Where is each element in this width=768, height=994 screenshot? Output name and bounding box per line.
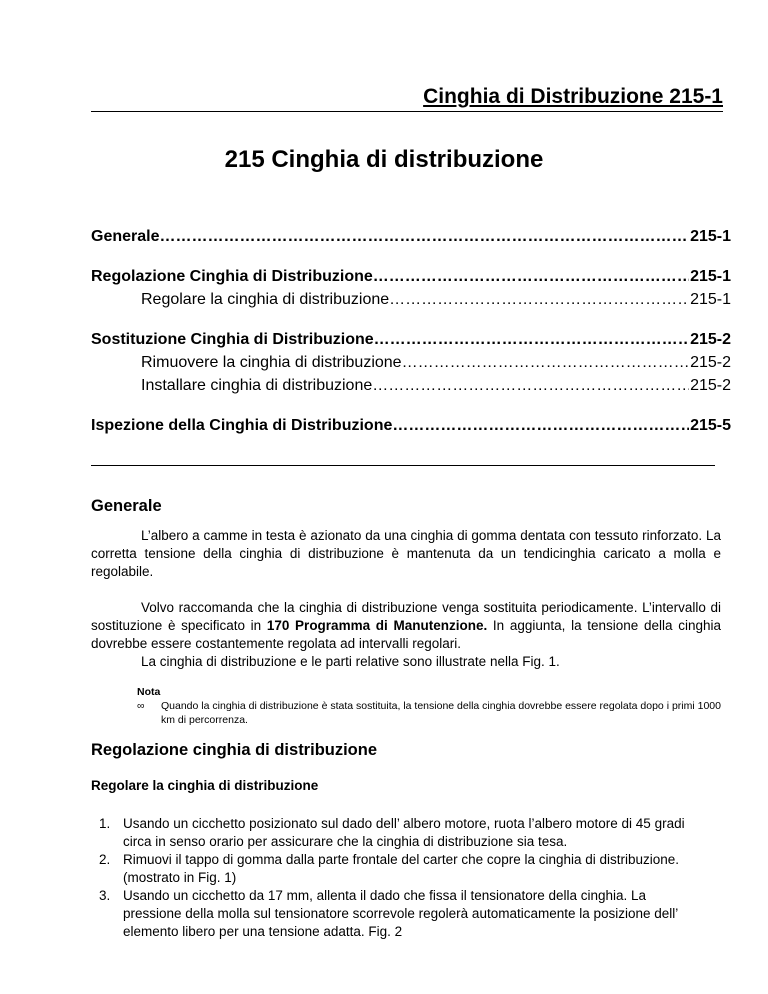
toc-label: Installare cinghia di distribuzione bbox=[141, 377, 373, 394]
toc-entry[interactable] bbox=[91, 417, 731, 440]
toc-page: 215-2 bbox=[690, 331, 731, 348]
note-item bbox=[137, 699, 721, 727]
toc-page: 215-2 bbox=[690, 354, 731, 371]
toc-entry[interactable] bbox=[91, 354, 731, 377]
toc-entry[interactable] bbox=[91, 377, 731, 400]
list-item bbox=[91, 815, 721, 851]
note-title: Nota bbox=[137, 686, 161, 698]
note-text: Quando la cinghia di distribuzione è stata sostituita, la tensione della cinghia dovrebbe essere regolata dopo i primi 1000 km di percorrenza. bbox=[161, 700, 721, 726]
step-text: Usando un cicchetto posizionato sul dado dell’ albero motore, ruota l’albero motore di 45 gradi circa in senso orario per assicurare che la cinghia di distribuzione sia tesa. bbox=[123, 816, 685, 849]
toc-leader bbox=[372, 377, 689, 395]
procedure-steps bbox=[91, 815, 721, 941]
toc-page: 215-5 bbox=[690, 417, 731, 434]
section-heading-regolazione: Regolazione cinghia di distribuzione bbox=[91, 741, 378, 759]
toc-label: Sostituzione Cinghia di Distribuzione bbox=[91, 331, 374, 348]
toc-page: 215-1 bbox=[690, 268, 731, 285]
page-title: 215 Cinghia di distribuzione bbox=[224, 146, 544, 173]
toc-label: Generale bbox=[91, 228, 160, 245]
toc-label: Ispezione della Cinghia di Distribuzione bbox=[91, 417, 393, 434]
toc-leader bbox=[392, 417, 689, 435]
step-text: Rimuovi il tappo di gomma dalla parte frontale del carter che copre la cinghia di distribuzione. (mostrato in Fig. 1) bbox=[123, 852, 680, 885]
toc-entry[interactable] bbox=[91, 228, 731, 251]
toc-label: Regolare la cinghia di distribuzione bbox=[141, 291, 390, 308]
toc-leader bbox=[159, 228, 689, 246]
table-of-contents bbox=[91, 228, 731, 440]
toc-page: 215-2 bbox=[690, 377, 731, 394]
header-text: Cinghia di Distribuzione 215-1 bbox=[423, 85, 723, 108]
step-text: Usando un cicchetto da 17 mm, allenta il dado che fissa il tensionatore della cinghia. La pressione della molla sul tensionatore scorrevole regolerà automaticamente la posizione dell’ elemento libero per una tensione adatta. Fig. 2 bbox=[123, 888, 678, 939]
step-number: 2. bbox=[99, 852, 111, 867]
manual-reference: 170 Programma di Manutenzione. bbox=[266, 618, 488, 633]
infinity-bullet-icon: ∞ bbox=[137, 700, 145, 712]
main-content bbox=[91, 495, 721, 941]
list-item bbox=[91, 887, 721, 941]
paragraph: Volvo raccomanda che la cinghia di distribuzione venga sostituita periodicamente. L’intervallo di sostituzione è specificato in 170 Programma di Manutenzione. In aggiunta, la tensione della cinghia dovrebbe essere costantemente regolata ad intervalli regolari. bbox=[91, 600, 721, 651]
toc-leader bbox=[402, 354, 690, 372]
step-number: 3. bbox=[99, 888, 111, 903]
toc-leader bbox=[373, 268, 689, 286]
toc-label: Regolazione Cinghia di Distribuzione bbox=[91, 268, 373, 285]
toc-entry[interactable] bbox=[91, 291, 731, 314]
section-heading-generale: Generale bbox=[91, 497, 162, 515]
toc-label: Rimuovere la cinghia di distribuzione bbox=[141, 354, 402, 371]
step-number: 1. bbox=[99, 816, 111, 831]
toc-leader bbox=[389, 291, 689, 309]
subsection-heading: Regolare la cinghia di distribuzione bbox=[91, 778, 319, 793]
toc-page: 215-1 bbox=[690, 228, 731, 245]
paragraph: La cinghia di distribuzione e le parti relative sono illustrate nella Fig. 1. bbox=[141, 654, 560, 669]
toc-divider bbox=[91, 465, 715, 466]
toc-entry[interactable] bbox=[91, 331, 731, 354]
toc-entry[interactable] bbox=[91, 268, 731, 291]
toc-page: 215-1 bbox=[690, 291, 731, 308]
note-box bbox=[137, 685, 721, 727]
running-header bbox=[91, 84, 723, 112]
paragraph: L’albero a camme in testa è azionato da una cinghia di gomma dentata con tessuto rinforzato. La corretta tensione della cinghia di distribuzione è mantenuta da un tendicinghia caricato a molla e regolabile. bbox=[91, 528, 721, 579]
toc-leader bbox=[374, 331, 689, 349]
list-item bbox=[91, 851, 721, 887]
